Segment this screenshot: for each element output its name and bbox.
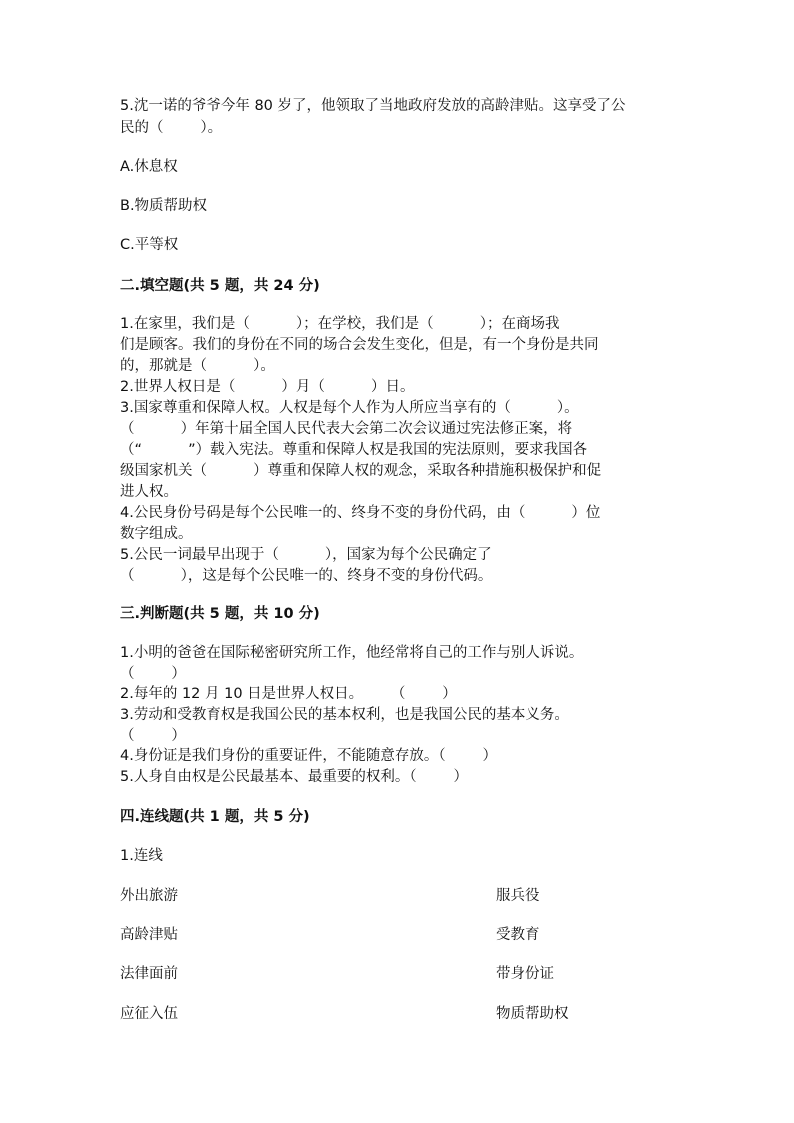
- judge-line: 3.劳动和受教育权是我国公民的基本权利，也是我国公民的基本义务。: [120, 707, 569, 723]
- match-right-item: 受教育: [496, 927, 540, 943]
- match-section-title: 四.连线题(共 1 题，共 5 分): [120, 809, 310, 825]
- fill-line: 级国家机关（ ）尊重和保障人权的观念，采取各种措施积极保护和促: [120, 463, 602, 479]
- judge-line: （ ）: [120, 666, 186, 682]
- fill-line: （“ ”）载入宪法。尊重和保障人权是我国的宪法原则，要求我国各: [120, 442, 588, 458]
- judge-line: 2.每年的 12 月 10 日是世界人权日。 （ ）: [120, 686, 457, 702]
- fill-line: （ ），这是每个公民唯一的、终身不变的身份代码。: [120, 568, 493, 584]
- match-left-item: 高龄津贴: [120, 927, 178, 943]
- fill-line: 3.国家尊重和保障人权。人权是每个人作为人所应当享有的（ ）。: [120, 400, 579, 416]
- judge-line: （ ）: [120, 728, 186, 744]
- match-question: 1.连线: [120, 848, 163, 864]
- fill-line: 们是顾客。我们的身份在不同的场合会发生变化，但是，有一个身份是共同: [120, 337, 599, 353]
- fill-line: 4.公民身份号码是每个公民唯一的、终身不变的身份代码，由（ ）位: [120, 505, 601, 521]
- q5-mc-line2: 民的（ ）。: [120, 120, 223, 136]
- judge-section-title: 三.判断题(共 5 题，共 10 分): [120, 606, 320, 622]
- fill-line: （ ）年第十届全国人民代表大会第二次会议通过宪法修正案，将: [120, 421, 573, 437]
- match-right-item: 物质帮助权: [496, 1006, 569, 1022]
- judge-line: 4.身份证是我们身份的重要证件，不能随意存放。（ ）: [120, 748, 497, 764]
- option-c: C.平等权: [120, 237, 179, 253]
- judge-line: 1.小明的爸爸在国际秘密研究所工作，他经常将自己的工作与别人诉说。: [120, 645, 584, 661]
- match-right-item: 带身份证: [496, 966, 554, 982]
- fill-line: 2.世界人权日是（ ）月（ ）日。: [120, 379, 415, 395]
- option-b: B.物质帮助权: [120, 198, 208, 214]
- match-right-item: 服兵役: [496, 888, 540, 904]
- fill-line: 数字组成。: [120, 526, 193, 542]
- option-a: A.休息权: [120, 159, 178, 175]
- judge-line: 5.人身自由权是公民最基本、最重要的权利。（ ）: [120, 769, 468, 785]
- q5-mc-line1: 5.沈一诺的爷爷今年 80 岁了，他领取了当地政府发放的高龄津贴。这享受了公: [120, 98, 626, 114]
- match-left-item: 应征入伍: [120, 1006, 178, 1022]
- match-left-item: 外出旅游: [120, 888, 178, 904]
- match-left-item: 法律面前: [120, 966, 178, 982]
- fill-line: 的，那就是（ ）。: [120, 358, 275, 374]
- fill-line: 进人权。: [120, 484, 178, 500]
- fill-line: 5.公民一词最早出现于（ ），国家为每个公民确定了: [120, 547, 492, 563]
- fill-line: 1.在家里，我们是（ ）；在学校，我们是（ ）；在商场我: [120, 316, 560, 332]
- fill-section-title: 二.填空题(共 5 题，共 24 分): [120, 278, 320, 294]
